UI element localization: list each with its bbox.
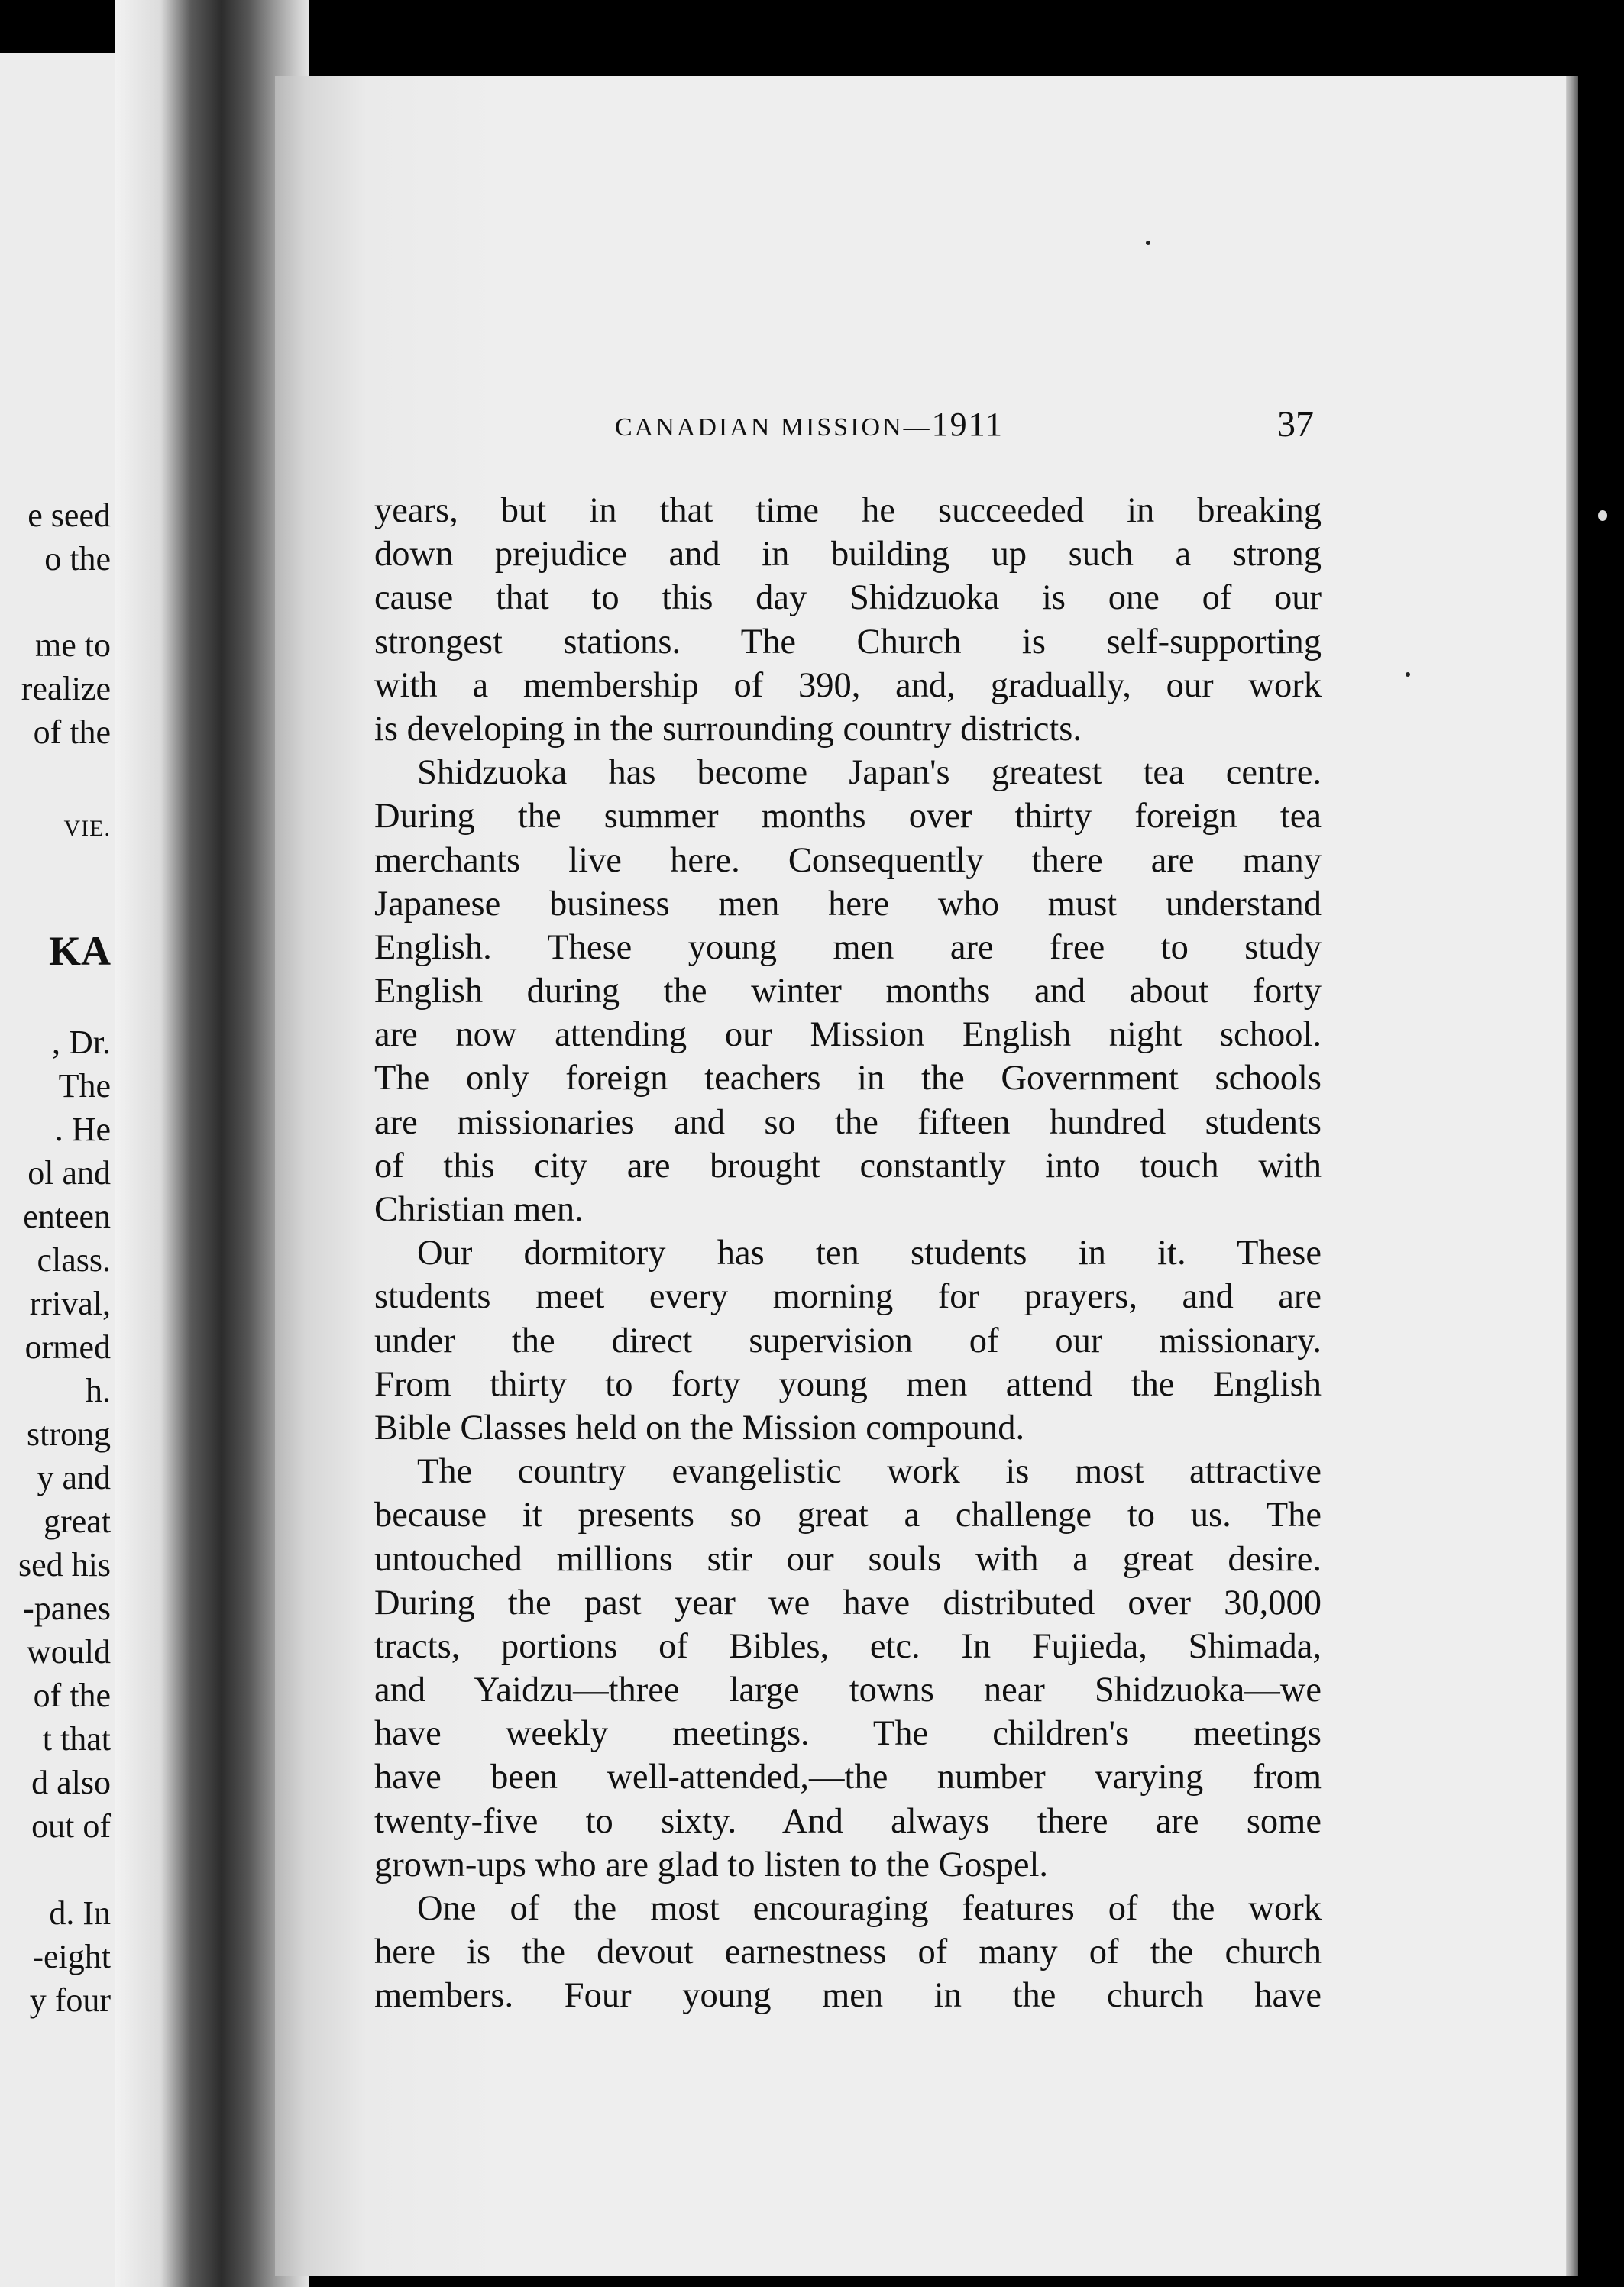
text-line: The country evangelistic work is most attractive <box>417 1452 1322 1492</box>
previous-page-fragment: h. <box>86 1372 111 1409</box>
scan-speck <box>1598 510 1607 521</box>
scan-speck <box>1406 672 1410 677</box>
previous-page-fragment: rrival, <box>29 1285 111 1322</box>
text-line: untouched millions stir our souls with a great desire. <box>374 1539 1322 1579</box>
text-line: English during the winter months and about forty <box>374 972 1322 1011</box>
scan-speck <box>1146 241 1150 245</box>
text-line: members. Four young men in the church have <box>374 1976 1322 2016</box>
previous-page-fragment: me to <box>35 626 111 664</box>
previous-page-fragment: t that <box>42 1720 111 1758</box>
previous-page-fragment: enteen <box>23 1198 111 1235</box>
previous-page-fragment: , Dr. <box>52 1024 111 1061</box>
previous-page-fragment: class. <box>37 1241 111 1279</box>
text-line: cause that to this day Shidzuoka is one of our <box>374 578 1322 618</box>
previous-page-fragment: strong <box>27 1415 111 1453</box>
text-line: Christian men. <box>374 1190 584 1229</box>
previous-page-fragment: ormed <box>24 1328 111 1366</box>
text-line: English. These young men are free to study <box>374 927 1322 967</box>
previous-page-fragment: o the <box>44 540 111 577</box>
text-line: Shidzuoka has become Japan's greatest tea centre. <box>417 753 1322 793</box>
text-line: here is the devout earnestness of many of the church <box>374 1933 1322 1972</box>
previous-page-fragment: of the <box>33 1677 111 1714</box>
previous-page-fragment: d also <box>31 1764 111 1801</box>
text-line: One of the most encouraging features of the work <box>417 1889 1322 1928</box>
text-line: grown-ups who are glad to listen to the Gospel. <box>374 1845 1049 1884</box>
previous-page-fragment: KA <box>49 928 111 974</box>
text-line: students meet every morning for prayers, and are <box>374 1277 1322 1317</box>
text-line: During the past year we have distributed over 30,000 <box>374 1583 1322 1622</box>
previous-page-fragment: y and <box>37 1459 111 1496</box>
text-line: strongest stations. The Church is self-supporting <box>374 622 1322 662</box>
previous-page-fragment: The <box>58 1067 111 1105</box>
text-line: Japanese business men here who must understand <box>374 884 1322 924</box>
body-text <box>374 489 1322 2018</box>
previous-page-fragment: -eight <box>32 1938 111 1975</box>
running-head <box>615 405 1004 444</box>
text-line: Bible Classes held on the Mission compound. <box>374 1408 1025 1448</box>
text-line: down prejudice and in building up such a strong <box>374 535 1322 574</box>
previous-page-fragment: of the <box>33 713 111 751</box>
previous-page-fragment: y four <box>29 1981 111 2019</box>
text-line: have weekly meetings. The children's meetings <box>374 1714 1322 1754</box>
text-line: have been well-attended,—the number varying from <box>374 1758 1322 1797</box>
running-head-year: 1911 <box>931 406 1004 443</box>
text-line: twenty-five to sixty. And always there are some <box>374 1801 1322 1841</box>
text-line: merchants live here. Consequently there are many <box>374 840 1322 880</box>
previous-page-fragment: would <box>27 1633 111 1671</box>
text-line: is developing in the surrounding country districts. <box>374 709 1082 749</box>
previous-page-fragment: . He <box>54 1111 111 1148</box>
text-line: because it presents so great a challenge to us. The <box>374 1496 1322 1535</box>
text-line: Our dormitory has ten students in it. These <box>417 1234 1322 1273</box>
previous-page-fragment: sed his <box>18 1546 111 1583</box>
text-line: years, but in that time he succeeded in breaking <box>374 491 1322 530</box>
running-head-title: CANADIAN MISSION— <box>615 413 932 442</box>
text-line: are now attending our Mission English night school. <box>374 1015 1322 1055</box>
text-line: under the direct supervision of our missionary. <box>374 1321 1322 1360</box>
text-line: From thirty to forty young men attend the English <box>374 1364 1322 1404</box>
page-number: 37 <box>1277 404 1314 445</box>
text-line: and Yaidzu—three large towns near Shidzuoka—we <box>374 1671 1322 1710</box>
text-line: are missionaries and so the fifteen hundred students <box>374 1102 1322 1142</box>
page-edge-shadow <box>1566 76 1578 2276</box>
previous-page-fragment: realize <box>21 670 111 707</box>
previous-page-fragment: great <box>44 1503 111 1540</box>
previous-page-fragment: -panes <box>23 1590 111 1627</box>
previous-page-fragment: d. In <box>49 1894 111 1932</box>
previous-page-fragment: out of <box>31 1807 111 1845</box>
previous-page-fragment: ol and <box>27 1154 111 1192</box>
text-line: with a membership of 390, and, gradually, our work <box>374 665 1322 705</box>
text-line: tracts, portions of Bibles, etc. In Fujieda, Shimada, <box>374 1626 1322 1666</box>
text-line: of this city are brought constantly into touch with <box>374 1146 1322 1186</box>
text-line: During the summer months over thirty foreign tea <box>374 797 1322 836</box>
previous-page-fragment: e seed <box>27 497 111 534</box>
text-line: The only foreign teachers in the Government schools <box>374 1059 1322 1098</box>
previous-page-fragment: VIE. <box>63 816 111 841</box>
